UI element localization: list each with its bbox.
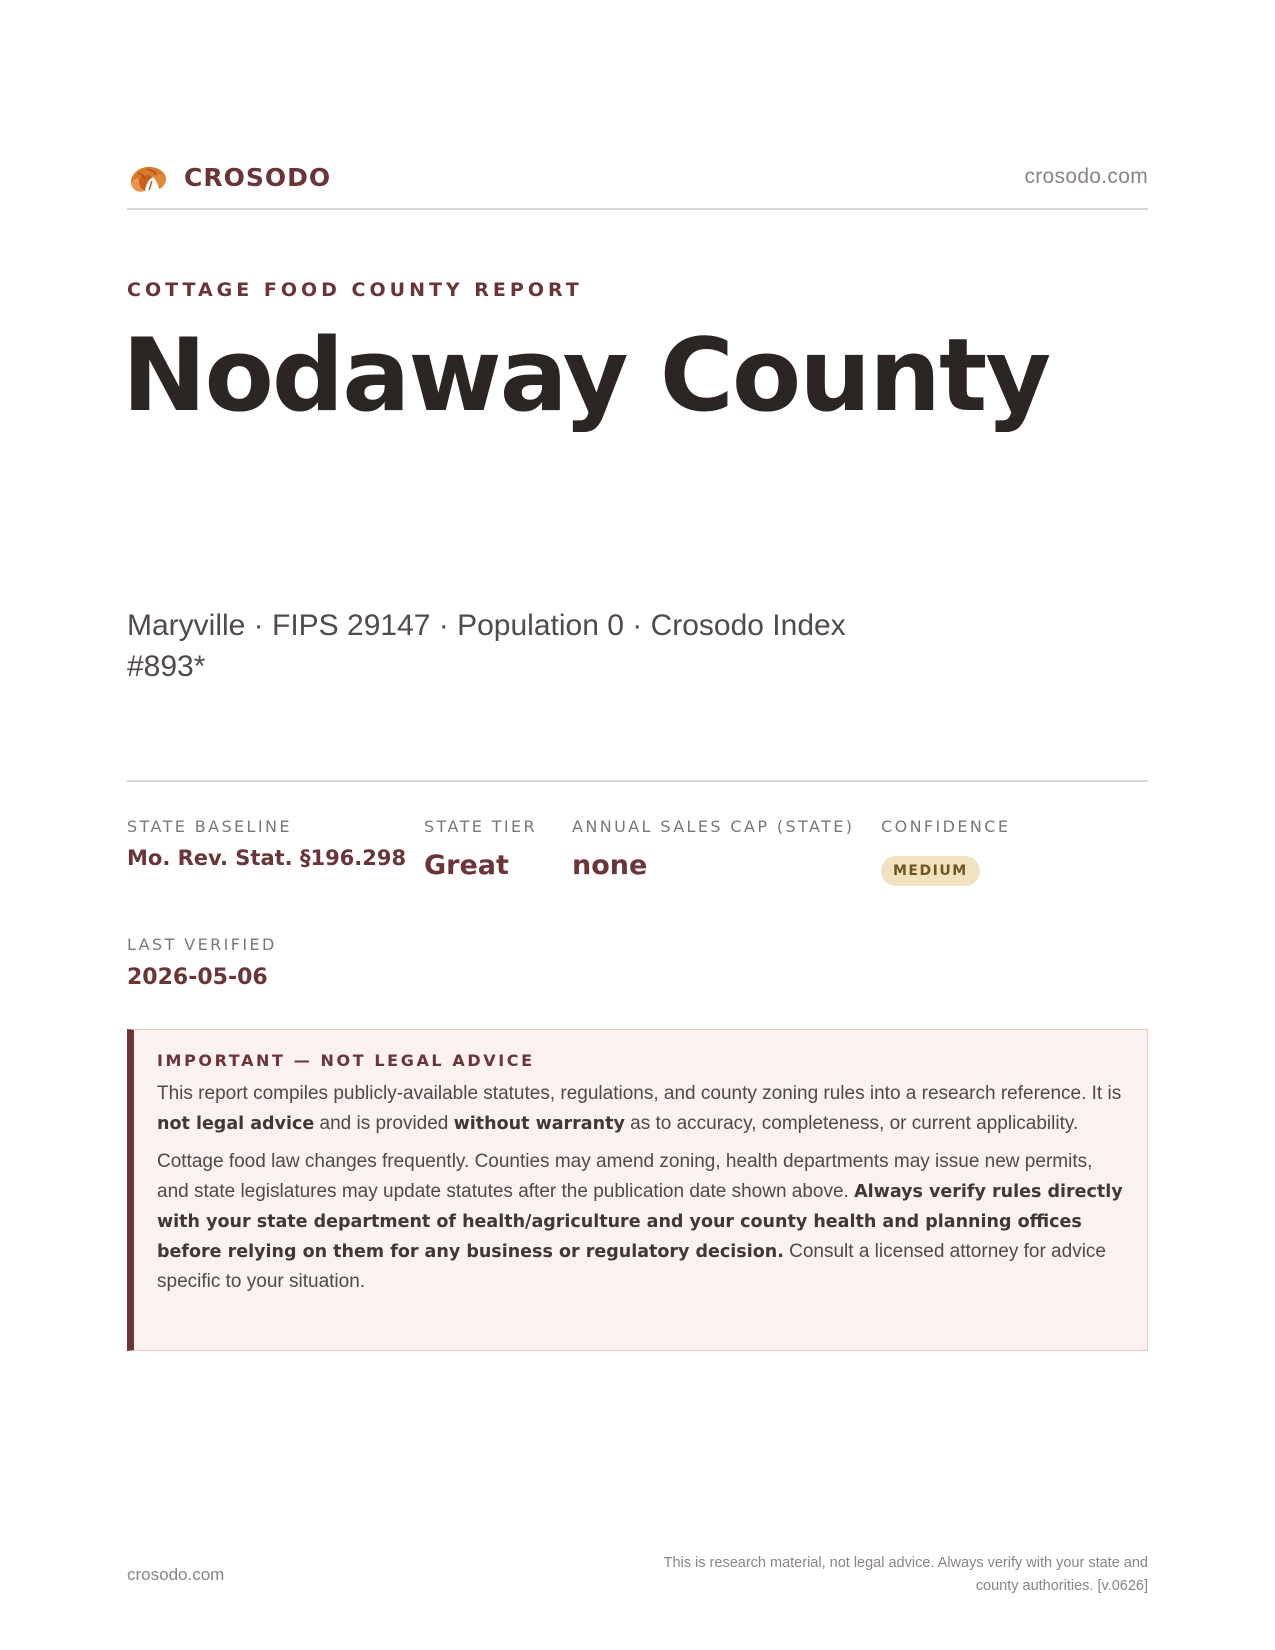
report-subtitle: Maryville · FIPS 29147 · Population 0 · Crosodo Index #893*: [127, 609, 846, 683]
confidence-label: CONFIDENCE: [881, 817, 1011, 836]
last-verified-label: LAST VERIFIED: [127, 935, 277, 954]
state-baseline-value: Mo. Rev. Stat. §196.298: [127, 846, 407, 870]
brand-name: CROSODO: [184, 163, 332, 192]
notice-text: This report compiles publicly-available statutes, regulations, and county zoning rules into a research reference. It is: [157, 1083, 1122, 1104]
notice-paragraph-2: [157, 1147, 1125, 1297]
notice-title: IMPORTANT — NOT LEGAL ADVICE: [157, 1051, 535, 1070]
last-verified-value: 2026-05-06: [127, 965, 268, 990]
confidence-badge: MEDIUM: [881, 856, 980, 886]
state-tier-value: Great: [424, 850, 509, 881]
annual-sales-cap-value: none: [572, 850, 648, 881]
notice-paragraph-1: [157, 1079, 1125, 1139]
croissant-icon: [127, 160, 169, 198]
footer-url[interactable]: crosodo.com: [127, 1565, 225, 1584]
notice-text: and is provided: [314, 1113, 454, 1134]
footer-disclaimer: This is research material, not legal advice. Always verify with your state and county authorities. [v.0626]: [663, 1555, 1148, 1594]
annual-sales-cap-label: ANNUAL SALES CAP (STATE): [572, 817, 855, 836]
legal-notice: [127, 1029, 1148, 1351]
notice-emphasis: not legal advice: [157, 1114, 315, 1134]
notice-text: Cottage food law changes frequently. Counties may amend zoning, health departments may issue new permits, and state legislatures may update statutes after the publication date shown above.: [157, 1151, 1093, 1202]
page-header: [127, 152, 1148, 210]
notice-text: as to accuracy, completeness, or current applicability.: [624, 1113, 1079, 1134]
section-divider: [127, 780, 1148, 782]
state-baseline-label: STATE BASELINE: [127, 817, 292, 836]
notice-emphasis: Always verify rules directly with your state department of health/agriculture and your county health and planning offices before relying on them for any business or regulatory decision.: [157, 1182, 1123, 1262]
notice-text: Consult a licensed attorney for advice specific to your situation.: [157, 1241, 1106, 1292]
state-tier-label: STATE TIER: [424, 817, 538, 836]
header-url[interactable]: crosodo.com: [1024, 165, 1148, 188]
report-eyebrow: COTTAGE FOOD COUNTY REPORT: [127, 279, 583, 301]
notice-emphasis: without warranty: [453, 1114, 625, 1134]
page-title: Nodaway County: [122, 316, 1050, 434]
